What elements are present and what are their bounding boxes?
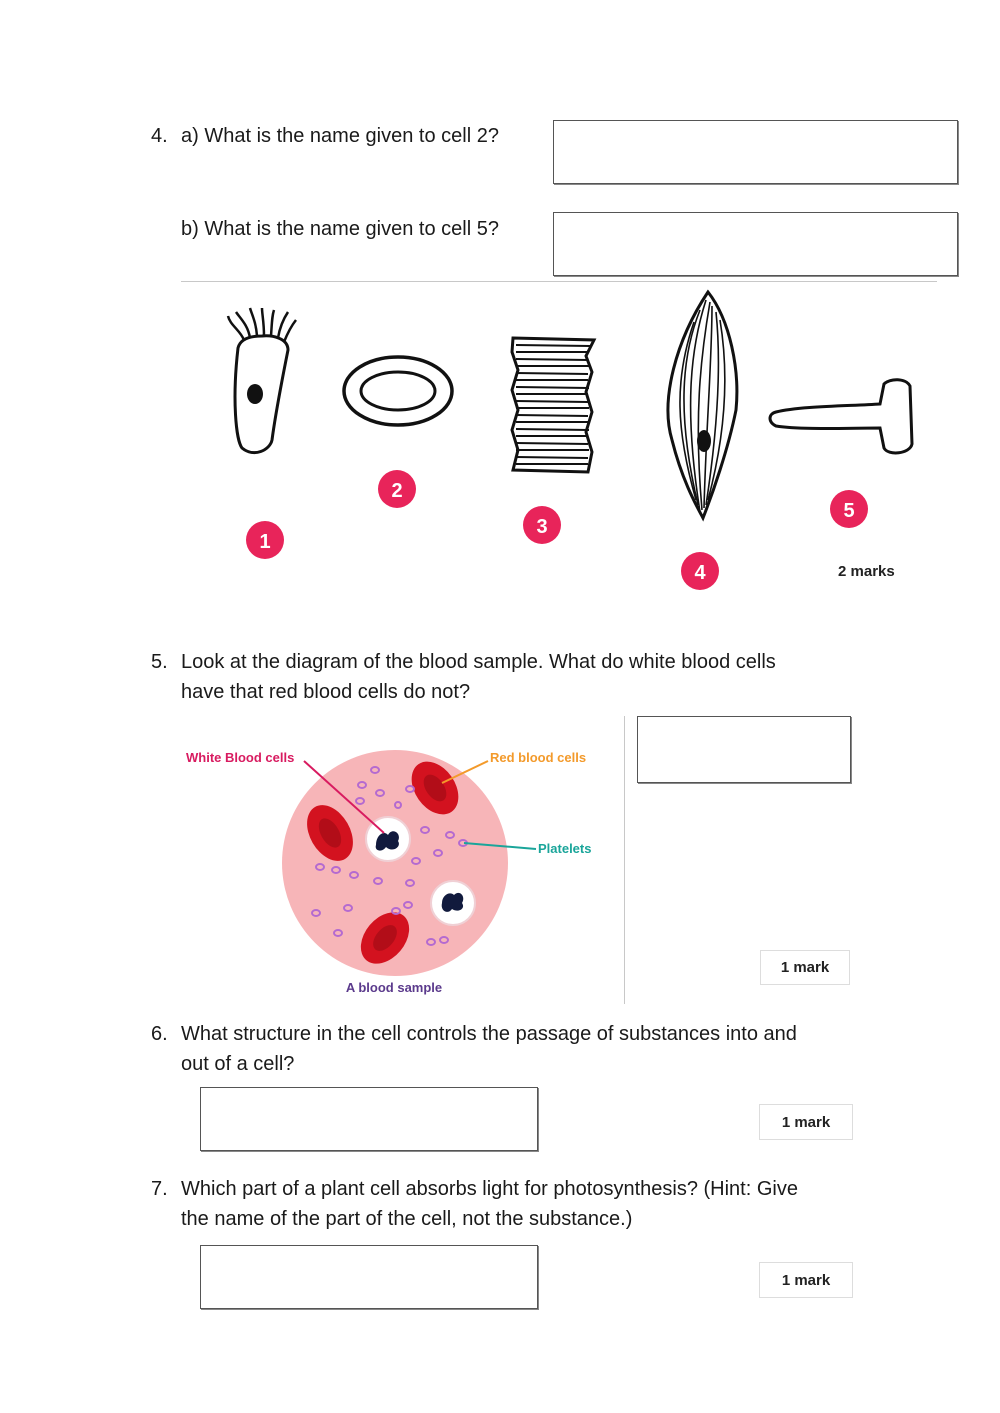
cell-badge-1-label: 1 [259,531,271,553]
cell-badge-1 [246,521,284,559]
cell-badge-4 [681,552,719,590]
q5-marks: 1 mark [760,950,850,985]
cell-badge-5 [830,490,868,528]
cell-5-drawing [770,380,912,453]
q5-text-line2: have that red blood cells do not? [181,681,471,703]
q5-number: 5. [151,651,168,673]
q7-number: 7. [151,1178,168,1200]
cell-2-red-blood-cell-drawing [344,357,452,425]
cell-types-diagram [0,0,1000,620]
q6-answer-box[interactable] [200,1087,538,1151]
q5-vertical-divider [624,716,625,1004]
q7-marks: 1 mark [759,1262,853,1298]
cell-1-nucleus [247,384,263,404]
cell-3-muscle-drawing [512,338,594,472]
q4a-text: a) What is the name given to cell 2? [181,125,499,147]
q6-text-line1: What structure in the cell controls the passage of substances into and [181,1023,797,1045]
q5-answer-box[interactable] [637,716,851,783]
cell-1-ciliated-drawing [228,308,296,453]
q7-text-line2: the name of the part of the cell, not the substance.) [181,1208,633,1230]
cell-badge-3 [523,506,561,544]
cell-badge-2-label: 2 [391,480,403,502]
platelets-label: Platelets [538,841,592,856]
blood-sample-diagram [170,735,620,1005]
q4b-text: b) What is the name given to cell 5? [181,218,499,240]
cell-4-spindle-drawing [668,292,737,518]
cell-badge-3-label: 3 [536,516,548,538]
q6-number: 6. [151,1023,168,1045]
q5-text-line1: Look at the diagram of the blood sample. What do white blood cells [181,651,776,673]
q6-marks: 1 mark [759,1104,853,1140]
cell-badge-4-label: 4 [694,562,706,584]
cell-badge-2 [378,470,416,508]
q6-text-line2: out of a cell? [181,1053,295,1075]
white-cells-label: White Blood cells [186,750,295,765]
q4-marks: 2 marks [838,563,895,580]
q4-number: 4. [151,125,168,147]
cell-badge-5-label: 5 [843,500,855,522]
q7-text-line1: Which part of a plant cell absorbs light for photosynthesis? (Hint: Give [181,1178,798,1200]
blood-sample-caption: A blood sample [345,980,443,995]
cell-4-nucleus [697,430,711,452]
q7-answer-box[interactable] [200,1245,538,1309]
white-blood-cell [431,881,475,925]
red-cells-label: Red blood cells [490,750,587,765]
